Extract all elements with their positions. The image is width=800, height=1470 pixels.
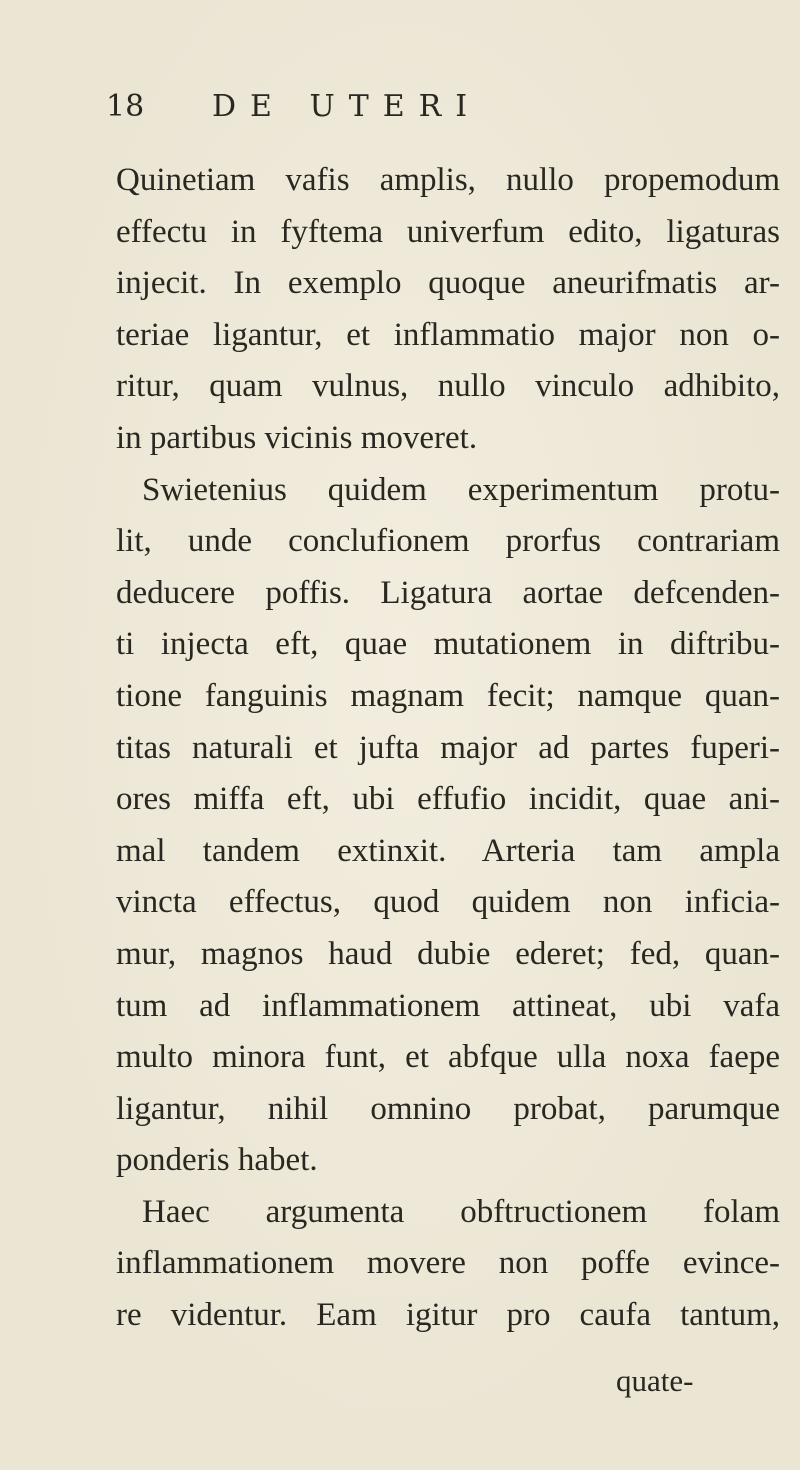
text-line: in partibus vicinis moveret. xyxy=(116,419,478,456)
text-line: ponderis habet. xyxy=(116,1142,318,1179)
text-line: injecit. In exemplo quoque aneurifmatis ar- xyxy=(116,265,780,302)
text-line: effectu in fyftema univerfum edito, ligaturas xyxy=(116,213,780,250)
text-line: tum ad inflammationem attineat, ubi vafa xyxy=(116,987,780,1024)
text-line: ligantur, nihil omnino probat, parumque xyxy=(116,1090,780,1127)
text-line: teriae ligantur, et inflammatio major non o- xyxy=(116,316,780,353)
text-line: Swietenius quidem experimentum protu- xyxy=(142,471,780,508)
text-line: mur, magnos haud dubie ederet; fed, quan- xyxy=(116,935,780,972)
text-line: inflammationem movere non poffe evince- xyxy=(116,1245,780,1282)
text-line: lit, unde conclufionem prorfus contrariam xyxy=(116,523,780,560)
running-title: DE UTERI xyxy=(212,89,482,124)
text-line: ritur, quam vulnus, nullo vinculo adhibito, xyxy=(116,368,780,405)
page-number: 18 xyxy=(106,89,145,124)
text-line: Haec argumenta obftructionem folam xyxy=(142,1193,780,1230)
running-head xyxy=(106,87,706,127)
body-text xyxy=(116,155,780,1342)
text-line: re videntur. Eam igitur pro caufa tantum, xyxy=(116,1297,780,1334)
text-line: mal tandem extinxit. Arteria tam ampla xyxy=(116,832,780,869)
text-line: vincta effectus, quod quidem non inficia- xyxy=(116,884,780,921)
text-line: tione fanguinis magnam fecit; namque quan- xyxy=(116,677,780,714)
text-line: ti injecta eft, quae mutationem in diftribu- xyxy=(116,626,780,663)
text-line: multo minora funt, et abfque ulla noxa faepe xyxy=(116,1039,780,1076)
text-line: titas naturali et jufta major ad partes fuperi- xyxy=(116,729,780,766)
text-line: ores miffa eft, ubi effufio incidit, quae ani- xyxy=(116,781,780,818)
text-line: Quinetiam vafis amplis, nullo propemodum xyxy=(116,162,780,198)
catchword: quate- xyxy=(616,1363,694,1398)
text-line: deducere poffis. Ligatura aortae defcenden- xyxy=(116,574,780,611)
